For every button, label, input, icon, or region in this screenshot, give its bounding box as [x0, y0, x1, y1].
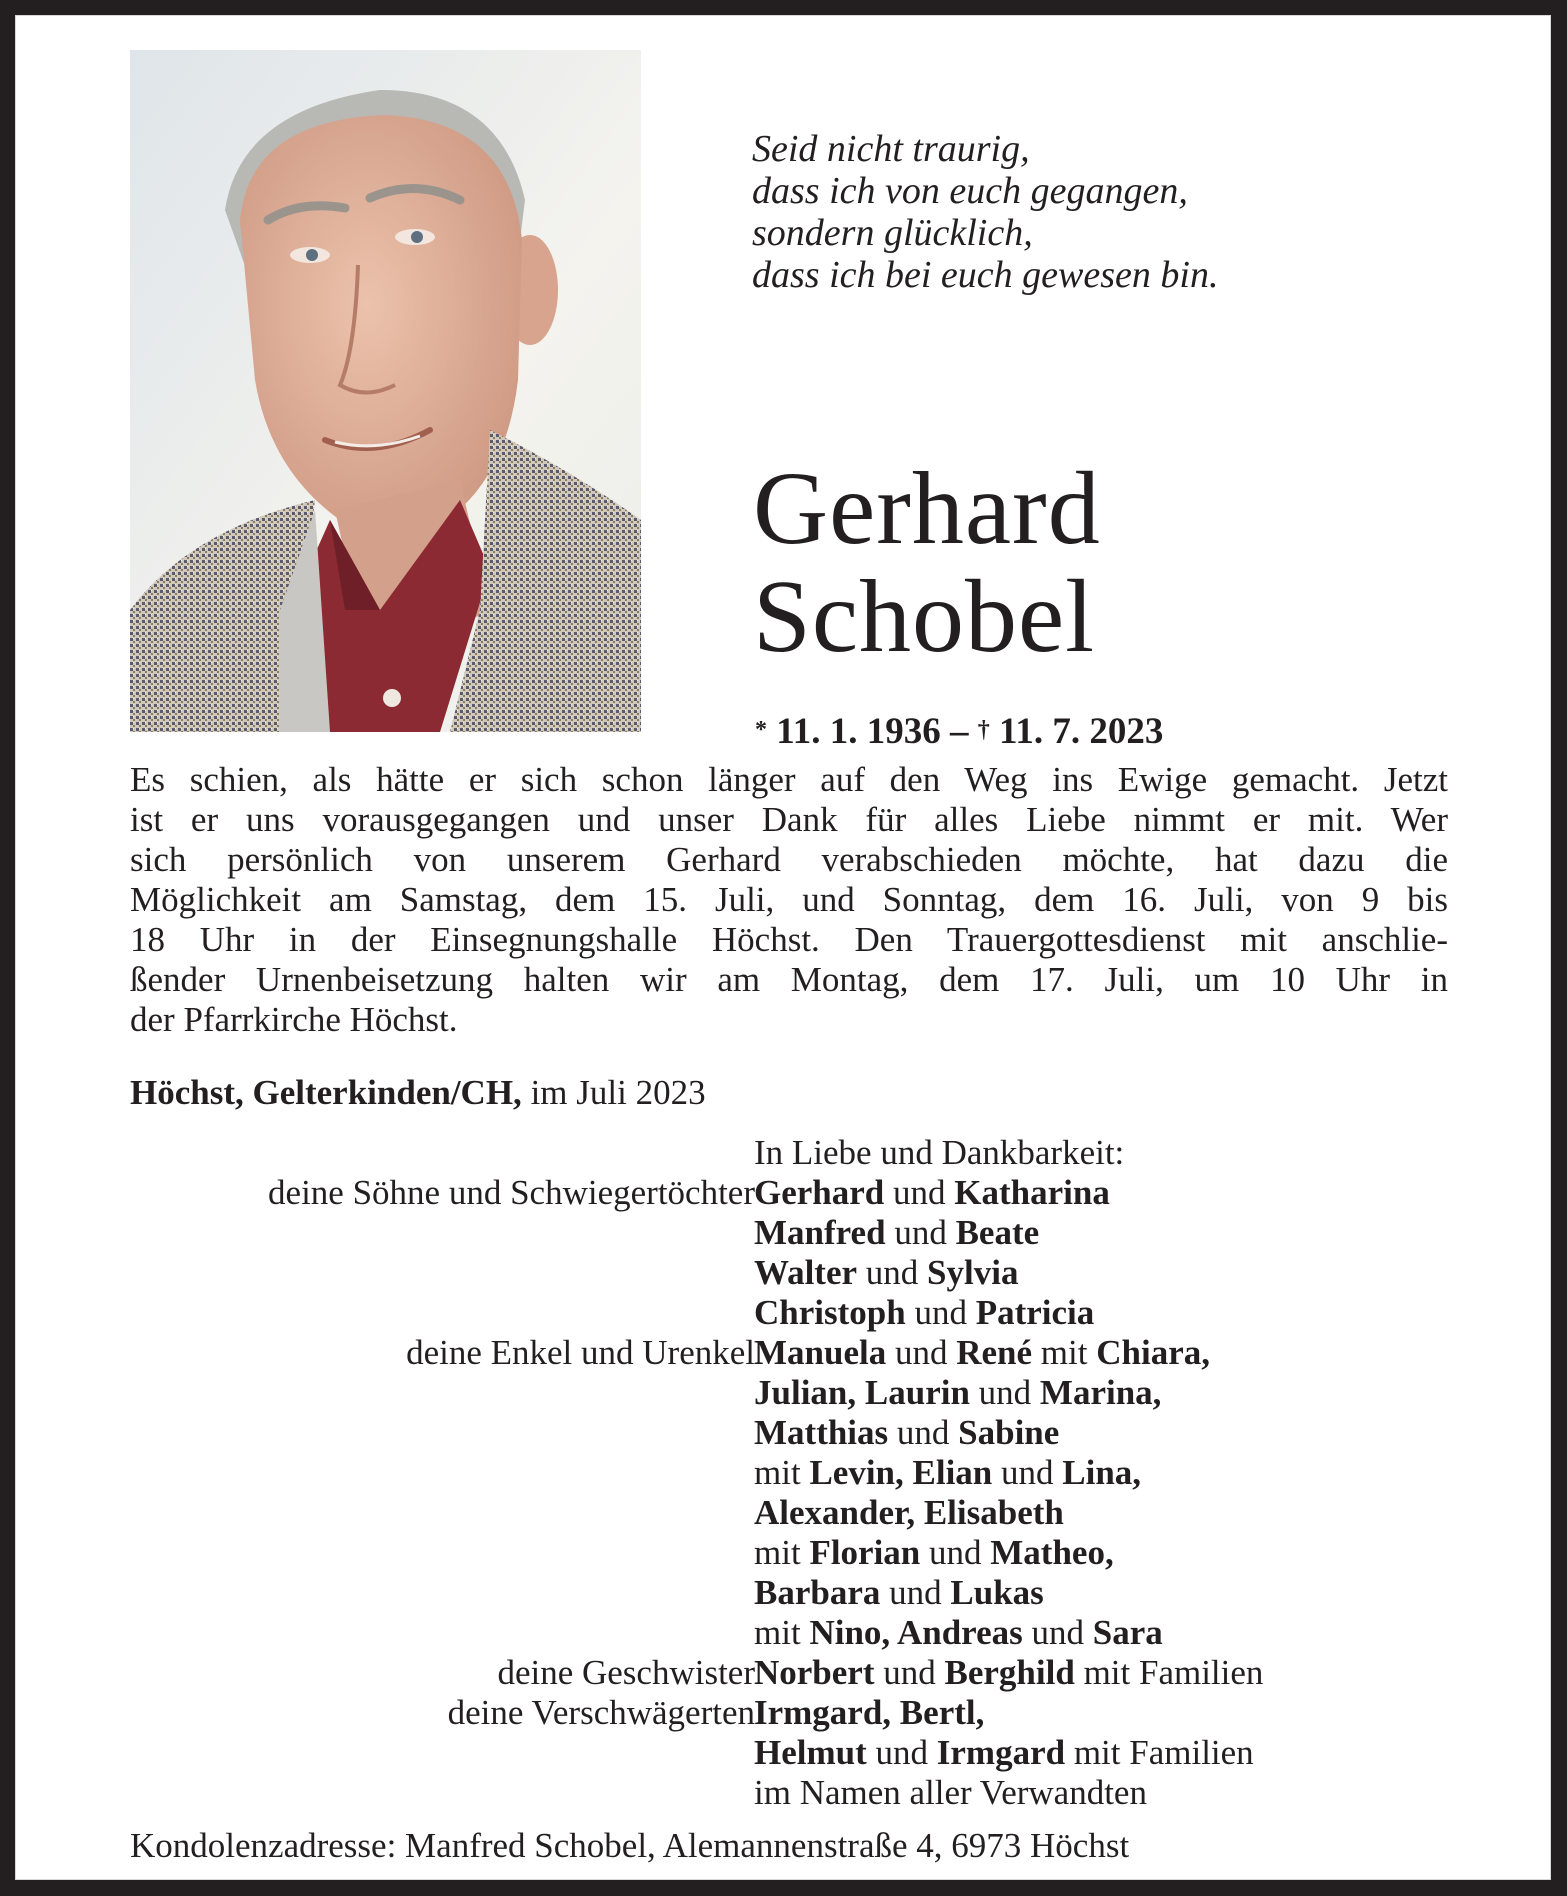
text-line: 18 Uhr in der Einsegnungshalle Höchst. Den Trauergottesdienst mit anschlie-	[130, 920, 1448, 959]
mourner-name: Julian, Laurin	[754, 1373, 970, 1412]
mourner-name: Manfred	[754, 1213, 886, 1252]
relation-label: deine Enkel und Urenkel	[406, 1333, 755, 1372]
connector-text: und	[866, 1733, 937, 1772]
connector-text: und	[874, 1653, 945, 1692]
mourner-names	[754, 1453, 1141, 1493]
connector-text: In Liebe und Dankbarkeit:	[754, 1133, 1125, 1172]
memorial-poem	[752, 128, 1218, 296]
mourner-name: Irmgard	[936, 1733, 1066, 1772]
mourner-row	[15, 1733, 1551, 1773]
mourner-row	[15, 1293, 1551, 1333]
mourner-name: Barbara	[754, 1573, 881, 1612]
portrait-image	[130, 50, 641, 732]
connector-text: mit	[754, 1613, 810, 1652]
birth-date: 11. 1. 1936	[776, 711, 941, 752]
mourner-names	[754, 1253, 1018, 1293]
mourner-row	[15, 1613, 1551, 1653]
mourner-name: Patricia	[975, 1293, 1095, 1332]
announcement-text	[130, 760, 1448, 1040]
mourner-names	[754, 1613, 1163, 1653]
mourner-name: Lukas	[950, 1573, 1044, 1612]
mourner-name: Marina,	[1039, 1373, 1162, 1412]
mourner-name: Katharina	[954, 1173, 1110, 1212]
relation-label: deine Geschwister	[497, 1653, 755, 1692]
text-line: sich persönlich von unserem Gerhard verabschieden möchte, hat dazu die	[130, 840, 1448, 879]
first-name: Gerhard	[753, 451, 1101, 566]
connector-text: und	[884, 1173, 955, 1212]
mourner-row	[15, 1173, 1551, 1213]
mourner-name: Helmut	[754, 1733, 867, 1772]
month-year: im Juli 2023	[521, 1073, 706, 1112]
mourner-name: René	[956, 1333, 1033, 1372]
mourner-row	[15, 1333, 1551, 1373]
connector-text: mit	[754, 1533, 810, 1572]
mourner-names	[754, 1533, 1114, 1573]
mourner-name: Beate	[955, 1213, 1040, 1252]
mourner-names	[754, 1733, 1254, 1773]
mourner-names	[754, 1693, 984, 1733]
last-name: Schobel	[753, 559, 1096, 674]
connector-text: und	[886, 1333, 957, 1372]
mourner-names	[754, 1773, 1147, 1813]
connector-text: und	[992, 1453, 1063, 1492]
places: Höchst, Gelterkinden/CH,	[130, 1073, 522, 1112]
poem-line: dass ich bei euch gewesen bin.	[752, 254, 1219, 296]
place-and-date	[130, 1073, 706, 1113]
mourner-name: Florian	[809, 1533, 921, 1572]
birth-star-icon: *	[755, 717, 767, 743]
mourner-row	[15, 1453, 1551, 1493]
mourner-names	[754, 1493, 1064, 1533]
connector-text: und	[888, 1413, 959, 1452]
connector-text: mit Familien	[1074, 1653, 1264, 1692]
mourner-row	[15, 1493, 1551, 1533]
connector-text: mit Familien	[1065, 1733, 1254, 1772]
text-line: ßender Urnenbeisetzung halten wir am Montag, dem 17. Juli, um 10 Uhr in	[130, 960, 1448, 999]
death-date: 11. 7. 2023	[998, 711, 1164, 752]
mourner-name: Sylvia	[927, 1253, 1019, 1292]
mourner-name: Manuela	[754, 1333, 887, 1372]
mourner-row	[15, 1773, 1551, 1813]
family-intro	[754, 1133, 1124, 1173]
mourners-list	[15, 1133, 1551, 1813]
mourner-names	[754, 1173, 1110, 1213]
condolence-address: Kondolenzadresse: Manfred Schobel, Alemannenstraße 4, 6973 Höchst	[130, 1826, 1130, 1865]
mourner-name: Walter	[754, 1253, 858, 1292]
mourner-names	[754, 1333, 1210, 1373]
connector-text: und	[920, 1533, 991, 1572]
mourner-row	[15, 1533, 1551, 1573]
text-line: der Pfarrkirche Höchst.	[130, 1000, 458, 1039]
mourner-names	[754, 1293, 1094, 1333]
connector-text: und	[857, 1253, 928, 1292]
mourner-name: Sabine	[958, 1413, 1060, 1452]
mourner-name: Lina,	[1062, 1453, 1142, 1492]
portrait-photo	[130, 50, 641, 732]
date-separator: –	[940, 711, 978, 752]
deceased-name	[753, 451, 1101, 674]
mourner-row	[15, 1573, 1551, 1613]
mourner-name: Christoph	[754, 1293, 906, 1332]
connector-text: und	[885, 1213, 956, 1252]
poem-line: Seid nicht traurig,	[752, 128, 1030, 170]
mourner-row	[15, 1413, 1551, 1453]
mourner-row	[15, 1253, 1551, 1293]
connector-text: und	[880, 1573, 951, 1612]
connector-text: und	[1022, 1613, 1093, 1652]
mourner-names	[754, 1213, 1039, 1253]
mourner-name: Gerhard	[754, 1173, 885, 1212]
mourner-names	[754, 1653, 1263, 1693]
connector-text: und	[905, 1293, 976, 1332]
mourner-names	[754, 1573, 1044, 1613]
mourner-name: Irmgard, Bertl,	[754, 1693, 985, 1732]
mourner-name: Chiara,	[1096, 1333, 1210, 1372]
relation-label: deine Söhne und Schwiegertöchter	[268, 1173, 755, 1212]
poem-line: sondern glücklich,	[752, 212, 1033, 254]
mourner-name: Matthias	[754, 1413, 889, 1452]
life-dates	[755, 710, 1163, 754]
text-line: Möglichkeit am Samstag, dem 15. Juli, und Sonntag, dem 16. Juli, von 9 bis	[130, 880, 1448, 919]
mourner-names	[754, 1413, 1059, 1453]
mourner-row	[15, 1693, 1551, 1733]
text-line: Es schien, als hätte er sich schon länger auf den Weg ins Ewige gemacht. Jetzt	[130, 760, 1448, 799]
connector-text: mit	[1032, 1333, 1097, 1372]
mourner-name: Alexander, Elisabeth	[754, 1493, 1064, 1532]
mourner-name: Levin, Elian	[809, 1453, 993, 1492]
mourner-row	[15, 1213, 1551, 1253]
connector-text: im Namen aller Verwandten	[754, 1773, 1147, 1812]
mourner-name: Matheo,	[990, 1533, 1114, 1572]
mourner-name: Berghild	[944, 1653, 1075, 1692]
mourner-row	[15, 1653, 1551, 1693]
mourner-names	[754, 1373, 1161, 1413]
mourner-name: Sara	[1092, 1613, 1163, 1652]
mourner-row	[15, 1373, 1551, 1413]
connector-text: und	[969, 1373, 1040, 1412]
connector-text: mit	[754, 1453, 810, 1492]
mourner-name: Nino, Andreas	[809, 1613, 1023, 1652]
poem-line: dass ich von euch gegangen,	[752, 170, 1188, 212]
text-line: ist er uns vorausgegangen und unser Dank für alles Liebe nimmt er mit. Wer	[130, 800, 1448, 839]
mourner-row	[15, 1133, 1551, 1173]
mourner-name: Norbert	[754, 1653, 875, 1692]
death-cross-icon: †	[977, 717, 990, 743]
obituary-notice	[15, 15, 1551, 1880]
relation-label: deine Verschwägerten	[447, 1693, 755, 1732]
